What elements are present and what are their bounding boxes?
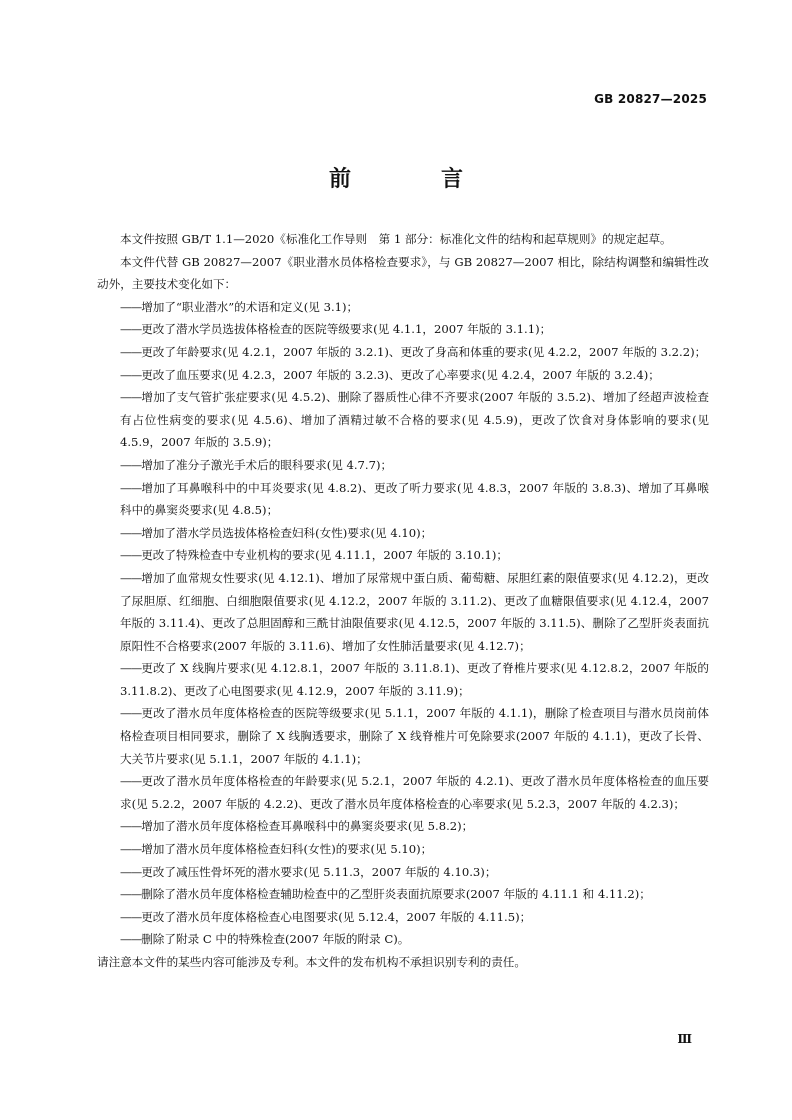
list-item bbox=[97, 861, 709, 884]
paragraph: 本文件代替 GB 20827—2007《职业潜水员体格检查要求》，与 GB 20827—2007 相比，除结构调整和编辑性改动外，主要技术变化如下： bbox=[97, 254, 709, 292]
list-dash: —— bbox=[120, 548, 142, 563]
list-item-text: 增加了支气管扩张症要求(见 4.5.2)、删除了器质性心律不齐要求(2007 年版的 3.5.2)、增加了经超声波检查有占位性病变的要求(见 4.5.6)、增加了酒精过敏不合格的要求(见 4.5.9)，更改了饮食对身体影响的要求(见 4.5.9，2007 年版的 3.5.9)； bbox=[120, 390, 709, 450]
page-title: 前 言 bbox=[328, 167, 497, 192]
list-dash: —— bbox=[120, 864, 142, 879]
list-item bbox=[97, 454, 709, 477]
list-item bbox=[97, 522, 709, 545]
list-item bbox=[97, 544, 709, 567]
foreword-body bbox=[97, 228, 709, 974]
paragraph: 本文件按照 GB/T 1.1—2020《标准化工作导则 第 1 部分：标准化文件的结构和起草规则》的规定起草。 bbox=[120, 232, 672, 246]
list-item-text: 更改了减压性骨坏死的潜水要求(见 5.11.3，2007 年版的 4.10.3)； bbox=[141, 864, 497, 879]
list-item bbox=[97, 341, 709, 364]
list-dash: —— bbox=[120, 706, 142, 721]
list-item-text: 增加了潜水学员选拔体格检查妇科(女性)要求(见 4.10)； bbox=[141, 525, 433, 540]
list-dash: —— bbox=[120, 774, 142, 789]
document-code: GB 20827—2025 bbox=[594, 92, 707, 106]
list-item bbox=[97, 815, 709, 838]
list-item-text: 更改了潜水员年度体格检查心电图要求(见 5.12.4，2007 年版的 4.11.5)； bbox=[141, 909, 532, 924]
list-item bbox=[97, 657, 709, 702]
page-number: Ⅲ bbox=[677, 1032, 692, 1046]
list-item-text: 更改了血压要求(见 4.2.3，2007 年版的 3.2.3)、更改了心率要求(见 4.2.4，2007 年版的 3.2.4)； bbox=[141, 367, 660, 382]
list-item bbox=[97, 364, 709, 387]
list-item-text: 更改了潜水学员选拔体格检查的医院等级要求(见 4.1.1，2007 年版的 3.1.1)； bbox=[141, 322, 552, 337]
list-item bbox=[97, 296, 709, 319]
list-item-text: 增加了耳鼻喉科中的中耳炎要求(见 4.8.2)、更改了听力要求(见 4.8.3，2007 年版的 3.8.3)、增加了耳鼻喉科中的鼻窦炎要求(见 4.8.5)； bbox=[120, 480, 709, 518]
list-dash: —— bbox=[120, 344, 142, 359]
list-dash: —— bbox=[120, 661, 142, 676]
change-list bbox=[97, 296, 709, 951]
list-item bbox=[97, 770, 709, 815]
list-item-text: 增加了准分子激光手术后的眼科要求(见 4.7.7)； bbox=[141, 457, 393, 472]
list-dash: —— bbox=[120, 299, 142, 314]
list-item-text: 更改了特殊检查中专业机构的要求(见 4.11.1，2007 年版的 3.10.1)； bbox=[141, 548, 509, 563]
list-item-text: 增加了潜水员年度体格检查妇科(女性)的要求(见 5.10)； bbox=[141, 842, 433, 857]
list-item-text: 删除了附录 C 中的特殊检查(2007 年版的附录 C)。 bbox=[141, 932, 410, 947]
list-item-text: 更改了潜水员年度体格检查的年龄要求(见 5.2.1，2007 年版的 4.2.1)、更改了潜水员年度体格检查的血压要求(见 5.2.2，2007 年版的 4.2.2)、更改了潜水员年度体格检查的心率要求(见 5.2.3，2007 年版的 4.2.3)； bbox=[120, 774, 709, 811]
list-dash: —— bbox=[120, 457, 142, 472]
list-item bbox=[97, 567, 709, 657]
list-dash: —— bbox=[120, 909, 142, 924]
patent-note: 请注意本文件的某些内容可能涉及专利。本文件的发布机构不承担识别专利的责任。 bbox=[97, 955, 526, 969]
list-item bbox=[97, 883, 709, 906]
list-item bbox=[97, 318, 709, 341]
list-dash: —— bbox=[120, 367, 142, 382]
list-item bbox=[97, 906, 709, 929]
list-dash: —— bbox=[120, 390, 142, 405]
list-dash: —— bbox=[120, 887, 142, 902]
list-dash: —— bbox=[120, 525, 142, 540]
list-item-text: 增加了潜水员年度体格检查耳鼻喉科中的鼻窦炎要求(见 5.8.2)； bbox=[141, 819, 474, 834]
list-item bbox=[97, 477, 709, 522]
list-item bbox=[97, 702, 709, 770]
list-dash: —— bbox=[120, 819, 142, 834]
list-item bbox=[97, 386, 709, 454]
list-dash: —— bbox=[120, 570, 142, 585]
list-item-text: 更改了 X 线胸片要求(见 4.12.8.1，2007 年版的 3.11.8.1)、更改了脊椎片要求(见 4.12.8.2，2007 年版的 3.11.8.2)、更改了心电图要求(见 4.12.9，2007 年版的 3.11.9)； bbox=[120, 661, 709, 698]
list-item-text: 更改了年龄要求(见 4.2.1，2007 年版的 3.2.1)、更改了身高和体重的要求(见 4.2.2，2007 年版的 3.2.2)； bbox=[141, 344, 707, 359]
list-dash: —— bbox=[120, 842, 142, 857]
list-dash: —— bbox=[120, 322, 142, 337]
list-item-text: 增加了血常规女性要求(见 4.12.1)、增加了尿常规中蛋白质、葡萄糖、尿胆红素的限值要求(见 4.12.2)，更改了尿胆原、红细胞、白细胞限值要求(见 4.12.2，2007 年版的 3.11.2)、更改了血糖限值要求(见 4.12.4，2007 年版的 3.11.4)、更改了总胆固醇和三酰甘油限值要求(见 4.12.5，2007 年版的 3.11.5)、删除了乙型肝炎表面抗原阳性不合格要求(2007 年版的 3.11.6)、增加了女性肺活量要求(见 4.12.7)； bbox=[120, 570, 709, 653]
list-dash: —— bbox=[120, 932, 142, 947]
list-dash: —— bbox=[120, 480, 142, 495]
list-item-text: 增加了“职业潜水”的术语和定义(见 3.1)； bbox=[141, 299, 359, 314]
list-item bbox=[97, 838, 709, 861]
list-item-text: 删除了潜水员年度体格检查辅助检查中的乙型肝炎表面抗原要求(2007 年版的 4.11.1 和 4.11.2)； bbox=[141, 887, 651, 902]
list-item bbox=[97, 928, 709, 951]
list-item-text: 更改了潜水员年度体格检查的医院等级要求(见 5.1.1，2007 年版的 4.1.1)，删除了检查项目与潜水员岗前体格检查项目相同要求，删除了 X 线胸透要求，删除了 X 线脊椎片可免除要求(2007 年版的 4.1.1)，更改了长骨、大关节片要求(见 5.1.1，2007 年版的 4.1.1)； bbox=[120, 706, 709, 766]
